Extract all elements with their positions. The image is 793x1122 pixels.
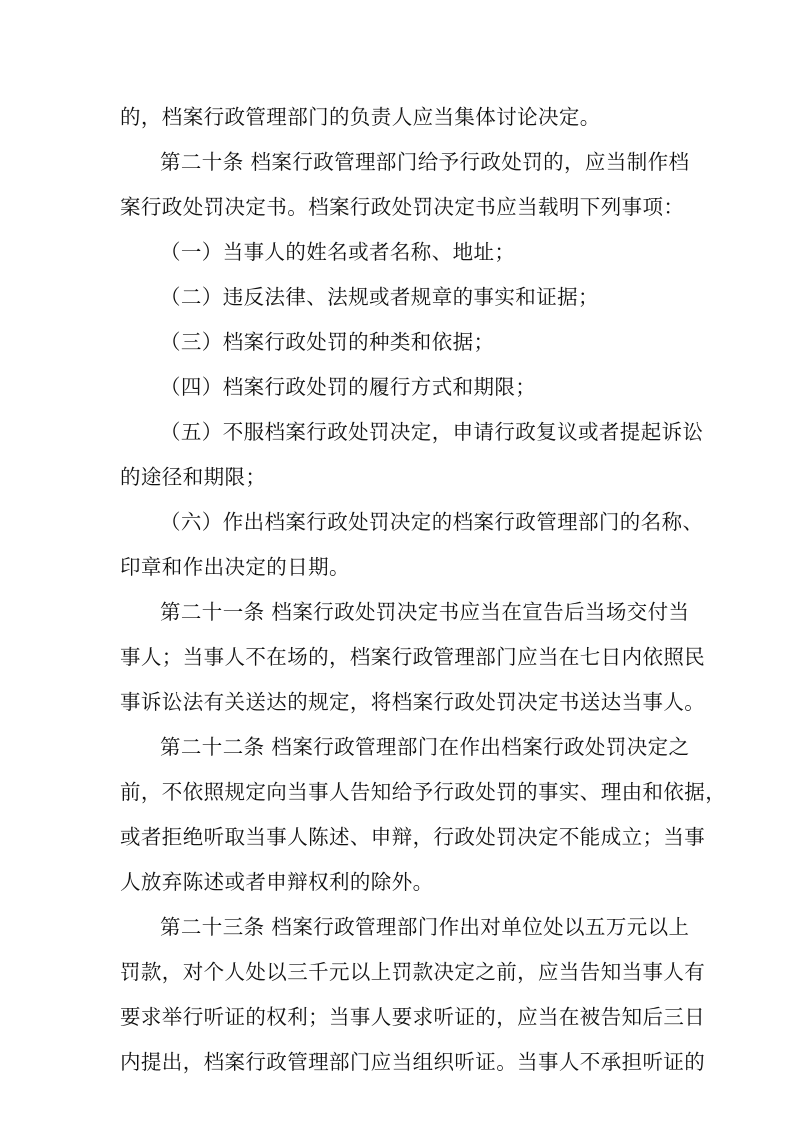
text-line: 事人；当事人不在场的，档案行政管理部门应当在七日内依照民 [120,645,706,669]
list-item: （二）违反法律、法规或者规章的事实和证据； [160,285,599,309]
list-item: （一）当事人的姓名或者名称、地址； [160,240,516,264]
text-line: 人放弃陈述或者申辩权利的除外。 [120,870,434,894]
text-line: 的途径和期限； [120,465,267,489]
text-line: 要求举行听证的权利；当事人要求听证的，应当在被告知后三日 [120,1005,706,1029]
text-line: 印章和作出决定的日期。 [120,555,350,579]
text-line: 的，档案行政管理部门的负责人应当集体讨论决定。 [120,105,601,129]
text-line: 罚款，对个人处以三千元以上罚款决定之前，应当告知当事人有 [120,960,706,984]
article-23-heading-line: 第二十三条 档案行政管理部门作出对单位处以五万元以上 [160,915,690,939]
list-item: （四）档案行政处罚的履行方式和期限； [160,375,537,399]
text-line: 前，不依照规定向当事人告知给予行政处罚的事实、理由和依据， [120,780,727,804]
article-20-heading-line: 第二十条 档案行政管理部门给予行政处罚的，应当制作档 [160,150,690,174]
article-21-heading-line: 第二十一条 档案行政处罚决定书应当在宣告后当场交付当 [160,600,690,624]
list-item: （六）作出档案行政处罚决定的档案行政管理部门的名称、 [160,510,704,534]
text-line: 案行政处罚决定书。档案行政处罚决定书应当载明下列事项： [120,195,685,219]
text-line: 或者拒绝听取当事人陈述、申辩，行政处罚决定不能成立；当事 [120,825,706,849]
list-item: （五）不服档案行政处罚决定，申请行政复议或者提起诉讼 [160,420,704,444]
article-22-heading-line: 第二十二条 档案行政管理部门在作出档案行政处罚决定之 [160,735,690,759]
text-line: 事诉讼法有关送达的规定，将档案行政处罚决定书送达当事人。 [120,690,706,714]
text-line: 内提出，档案行政管理部门应当组织听证。当事人不承担听证的 [120,1050,706,1074]
list-item: （三）档案行政处罚的种类和依据； [160,330,495,354]
